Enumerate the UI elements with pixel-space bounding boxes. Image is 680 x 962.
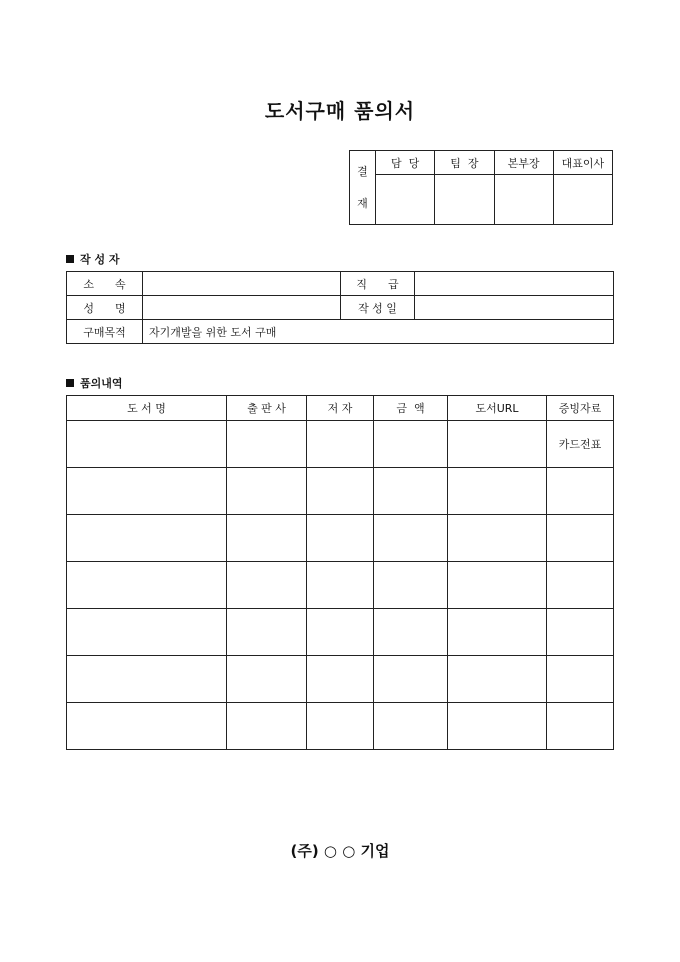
book-title-cell[interactable] [67, 609, 227, 656]
purpose-field[interactable]: 자기개발을 위한 도서 구매 [143, 320, 614, 344]
approval-role-team-lead: 팀 장 [435, 151, 494, 175]
approval-sign-staff[interactable] [376, 175, 435, 225]
approval-role-staff: 담 당 [376, 151, 435, 175]
name-label: 성 명 [67, 296, 143, 320]
author-cell[interactable] [307, 703, 374, 750]
publisher-cell[interactable] [227, 468, 307, 515]
approval-role-ceo: 대표이사 [553, 151, 612, 175]
book-url-cell[interactable] [448, 656, 547, 703]
items-header-row [67, 396, 614, 421]
book-url-cell[interactable] [448, 468, 547, 515]
approval-side-top: 결 [357, 164, 368, 178]
table-row [67, 609, 614, 656]
publisher-cell[interactable] [227, 656, 307, 703]
date-field[interactable] [415, 296, 614, 320]
table-row [67, 468, 614, 515]
author-cell[interactable] [307, 609, 374, 656]
book-title-cell[interactable] [67, 562, 227, 609]
evidence-cell[interactable] [547, 562, 614, 609]
purpose-label: 구매목적 [67, 320, 143, 344]
evidence-cell[interactable] [547, 703, 614, 750]
book-url-cell[interactable] [448, 515, 547, 562]
table-row [67, 515, 614, 562]
book-url-cell[interactable] [448, 703, 547, 750]
evidence-cell[interactable] [547, 468, 614, 515]
col-header-publisher: 출 판 사 [227, 396, 307, 421]
author-section-heading: 작 성 자 [66, 251, 120, 267]
author-cell[interactable] [307, 656, 374, 703]
evidence-cell[interactable]: 카드전표 [547, 421, 614, 468]
publisher-cell[interactable] [227, 562, 307, 609]
amount-cell[interactable] [374, 656, 448, 703]
book-url-cell[interactable] [448, 609, 547, 656]
col-header-evidence: 증빙자료 [547, 396, 614, 421]
position-label: 직 급 [341, 272, 415, 296]
approval-sign-ceo[interactable] [553, 175, 612, 225]
book-title-cell[interactable] [67, 703, 227, 750]
book-title-cell[interactable] [67, 656, 227, 703]
amount-cell[interactable] [374, 515, 448, 562]
table-row [67, 656, 614, 703]
affiliation-label: 소 속 [67, 272, 143, 296]
date-label: 작 성 일 [341, 296, 415, 320]
approval-sign-team-lead[interactable] [435, 175, 494, 225]
approval-side-bottom: 재 [357, 196, 368, 210]
amount-cell[interactable] [374, 703, 448, 750]
book-url-cell[interactable] [448, 421, 547, 468]
publisher-cell[interactable] [227, 515, 307, 562]
approval-table [349, 150, 613, 225]
name-field[interactable] [143, 296, 341, 320]
document-title: 도서구매 품의서 [264, 99, 416, 123]
author-table [66, 271, 614, 344]
square-bullet-icon [66, 379, 74, 387]
publisher-cell[interactable] [227, 421, 307, 468]
evidence-cell[interactable] [547, 656, 614, 703]
col-header-book-title: 도 서 명 [67, 396, 227, 421]
evidence-cell[interactable] [547, 515, 614, 562]
items-section-heading: 품의내역 [66, 375, 123, 391]
author-cell[interactable] [307, 515, 374, 562]
table-row [67, 562, 614, 609]
affiliation-field[interactable] [143, 272, 341, 296]
col-header-author: 저 자 [307, 396, 374, 421]
square-bullet-icon [66, 255, 74, 263]
publisher-cell[interactable] [227, 703, 307, 750]
items-table [66, 395, 614, 750]
company-footer: (주) ○ ○ 기업 [290, 842, 390, 860]
position-field[interactable] [415, 272, 614, 296]
book-title-cell[interactable] [67, 515, 227, 562]
amount-cell[interactable] [374, 468, 448, 515]
table-row [67, 703, 614, 750]
col-header-book-url: 도서URL [448, 396, 547, 421]
approval-side-label [350, 151, 376, 225]
approval-sign-division-head[interactable] [494, 175, 553, 225]
author-cell[interactable] [307, 562, 374, 609]
evidence-cell[interactable] [547, 609, 614, 656]
col-header-amount: 금 액 [374, 396, 448, 421]
book-url-cell[interactable] [448, 562, 547, 609]
book-title-cell[interactable] [67, 468, 227, 515]
author-cell[interactable] [307, 468, 374, 515]
amount-cell[interactable] [374, 562, 448, 609]
amount-cell[interactable] [374, 421, 448, 468]
table-row [67, 421, 614, 468]
amount-cell[interactable] [374, 609, 448, 656]
publisher-cell[interactable] [227, 609, 307, 656]
approval-role-division-head: 본부장 [494, 151, 553, 175]
author-cell[interactable] [307, 421, 374, 468]
book-title-cell[interactable] [67, 421, 227, 468]
